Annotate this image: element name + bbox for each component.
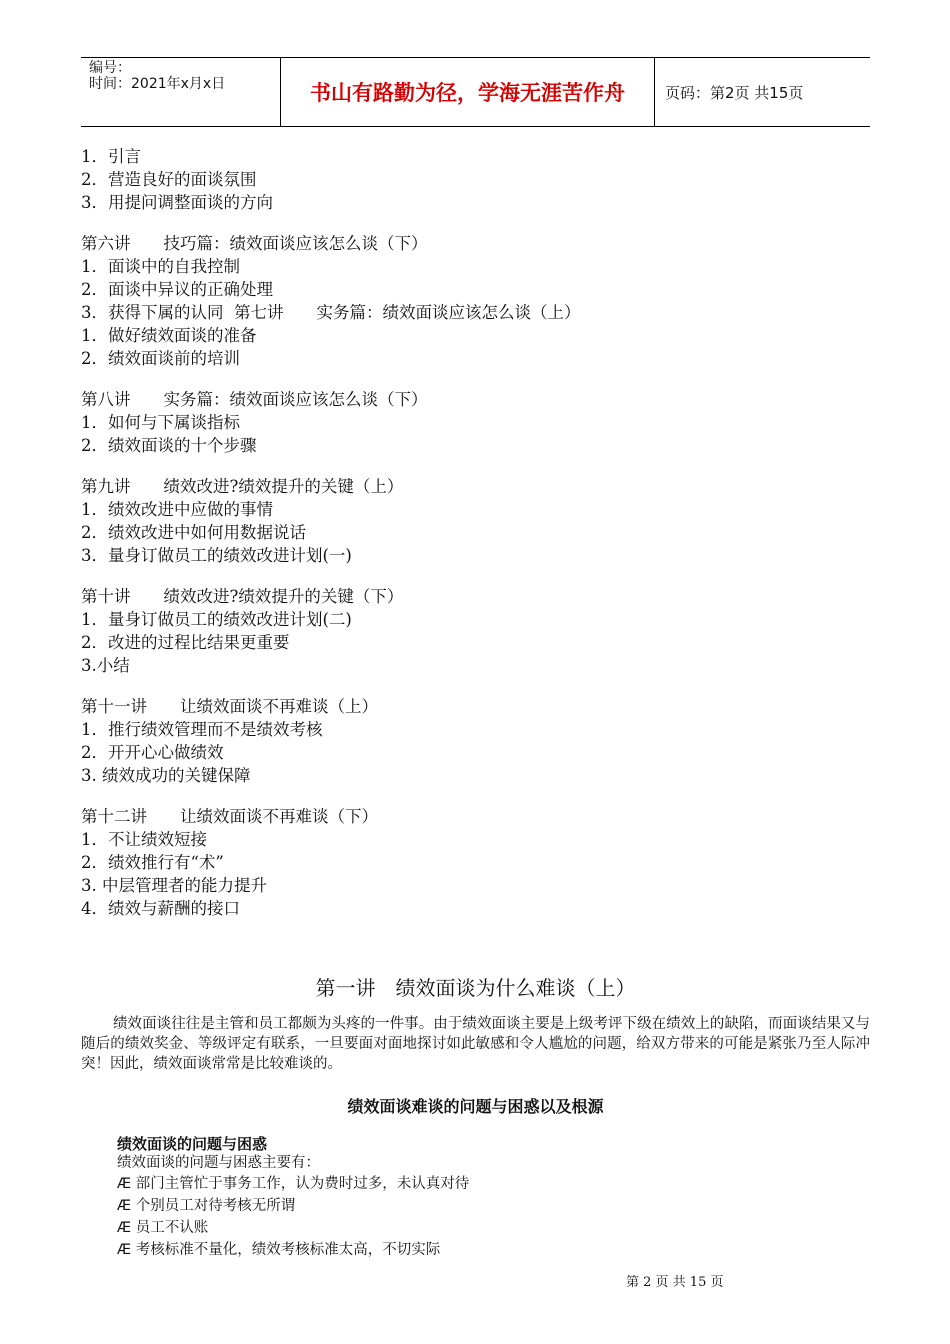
toc-line: 1．如何与下属谈指标 [81, 413, 240, 432]
bullet-glyph: Æ [117, 1220, 132, 1236]
toc-line: 第八讲 实务篇：绩效面谈应该怎么谈（下） [81, 390, 428, 409]
page-footer: 第 2 页 共 15 页 [626, 1275, 724, 1290]
toc-line: 3. 绩效成功的关键保障 [81, 766, 251, 785]
toc-line: 2．面谈中异议的正确处理 [81, 280, 273, 299]
bullet-glyph: Æ [117, 1242, 132, 1258]
bullet-text: 员工不认账 [131, 1220, 209, 1236]
toc-gap [81, 457, 870, 475]
bullet-text: 个别员工对待考核无所谓 [131, 1198, 296, 1214]
bullet-glyph: Æ [117, 1198, 132, 1214]
subsection-title: 绩效面谈的问题与困惑 [117, 1135, 268, 1153]
toc-line: 2．绩效改进中如何用数据说话 [81, 523, 306, 542]
toc-gap [81, 370, 870, 388]
toc-line: 2．绩效推行有“术” [81, 853, 224, 872]
toc-line: 1．面谈中的自我控制 [81, 257, 240, 276]
toc-gap [81, 567, 870, 585]
toc-line: 2．绩效面谈前的培训 [81, 349, 240, 368]
bullet-text: 考核标准不量化，绩效考核标准太高，不切实际 [131, 1242, 441, 1258]
subheading: 绩效面谈难谈的问题与困惑以及根源 [347, 1097, 604, 1116]
toc-line: 1．引言 [81, 147, 141, 166]
bullet-list [117, 1173, 469, 1261]
toc-gap [81, 214, 870, 232]
toc-line: 3.小结 [81, 656, 130, 675]
toc-line: 2．绩效面谈的十个步骤 [81, 436, 257, 455]
toc-line: 4．绩效与薪酬的接口 [81, 899, 240, 918]
list-item [117, 1239, 469, 1261]
toc-line: 2．改进的过程比结果更重要 [81, 633, 290, 652]
toc-line: 1．推行绩效管理而不是绩效考核 [81, 720, 323, 739]
toc-line: 3．用提问调整面谈的方向 [81, 193, 273, 212]
toc-line: 第十一讲 让绩效面谈不再难谈（上） [81, 697, 378, 716]
page-header [81, 57, 870, 127]
number-label: 编号： [89, 60, 131, 76]
toc-line: 第九讲 绩效改进?绩效提升的关键（上） [81, 477, 404, 496]
list-item [117, 1217, 469, 1239]
toc-line: 第六讲 技巧篇：绩效面谈应该怎么谈（下） [81, 234, 428, 253]
toc-line: 1．不让绩效短接 [81, 830, 207, 849]
intro-paragraph: 绩效面谈往往是主管和员工都颇为头疼的一件事。由于绩效面谈主要是上级考评下级在绩效上的缺陷，而面谈结果又与随后的绩效奖金、等级评定有联系，一旦要面对面地探讨如此敏感和令人尴尬的问题，给双方带来的可能是紧张乃至人际冲突！因此，绩效面谈常常是比较难谈的。 [81, 1016, 870, 1072]
section-title: 第一讲 绩效面谈为什么难谈（上） [315, 976, 636, 1000]
table-of-contents [81, 145, 870, 920]
toc-line: 1．绩效改进中应做的事情 [81, 500, 273, 519]
toc-line: 2．营造良好的面谈氛围 [81, 170, 257, 189]
bullet-glyph: Æ [117, 1176, 132, 1192]
time-label: 时间：2021年x月x日 [89, 76, 226, 92]
list-item [117, 1195, 469, 1217]
list-item [117, 1173, 469, 1195]
toc-line: 第十讲 绩效改进?绩效提升的关键（下） [81, 587, 404, 606]
toc-line: 3．量身订做员工的绩效改进计划(一) [81, 546, 352, 565]
toc-line: 2．开开心心做绩效 [81, 743, 224, 762]
toc-line: 1．做好绩效面谈的准备 [81, 326, 257, 345]
bullet-text: 部门主管忙于事务工作，认为费时过多，未认真对待 [131, 1176, 470, 1192]
header-meta [81, 58, 281, 126]
header-page-info: 页码：第2页 共15页 [665, 83, 804, 102]
subsection-intro: 绩效面谈的问题与困惑主要有： [117, 1155, 320, 1171]
toc-line: 3．获得下属的认同 第七讲 实务篇：绩效面谈应该怎么谈（上） [81, 303, 581, 322]
header-motto: 书山有路勤为径，学海无涯苦作舟 [281, 58, 655, 126]
toc-line: 3. 中层管理者的能力提升 [81, 876, 267, 895]
toc-gap [81, 787, 870, 805]
toc-gap [81, 677, 870, 695]
toc-line: 1．量身订做员工的绩效改进计划(二) [81, 610, 352, 629]
toc-line: 第十二讲 让绩效面谈不再难谈（下） [81, 807, 378, 826]
